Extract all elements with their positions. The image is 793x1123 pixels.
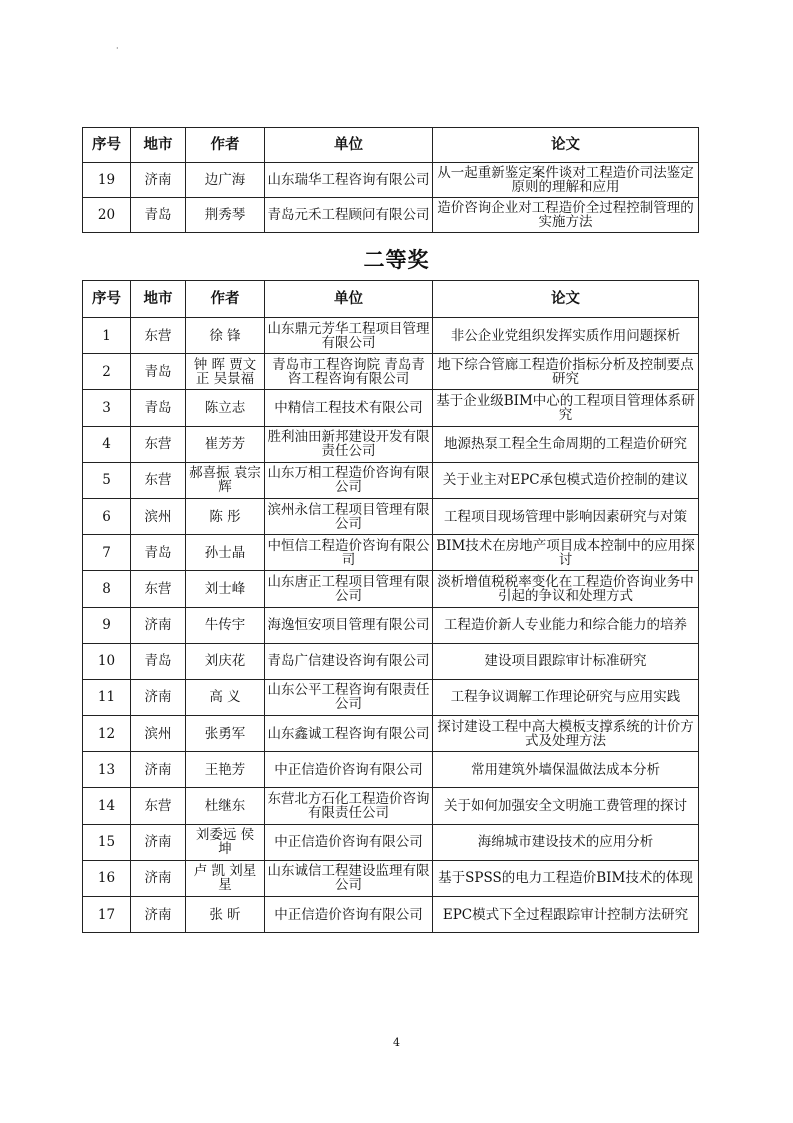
cell-paper: 建设项目跟踪审计标准研究 (433, 643, 699, 679)
cell-no: 1 (83, 318, 131, 354)
cell-paper: 造价咨询企业对工程造价全过程控制管理的实施方法 (433, 198, 699, 233)
cell-no: 13 (83, 752, 131, 788)
table-row (83, 824, 699, 860)
cell-paper: 关于业主对EPC承包模式造价控制的建议 (433, 462, 699, 498)
cell-no: 20 (83, 198, 131, 233)
section-title: 二等奖 (363, 248, 430, 272)
cell-no: 12 (83, 716, 131, 752)
cell-city: 东营 (131, 571, 186, 607)
cell-city: 东营 (131, 426, 186, 462)
cell-no: 11 (83, 679, 131, 715)
header-no: 序号 (83, 281, 131, 318)
cell-city: 东营 (131, 788, 186, 824)
cell-unit: 山东瑞华工程咨询有限公司 (265, 163, 433, 198)
cell-unit: 中精信工程技术有限公司 (265, 390, 433, 426)
table-row (83, 752, 699, 788)
cell-no: 4 (83, 426, 131, 462)
table-row (83, 163, 699, 198)
cell-no: 3 (83, 390, 131, 426)
cell-no: 14 (83, 788, 131, 824)
cell-unit: 山东鑫诚工程咨询有限公司 (265, 716, 433, 752)
cell-city: 青岛 (131, 354, 186, 390)
cell-unit: 海逸恒安项目管理有限公司 (265, 607, 433, 643)
cell-no: 6 (83, 498, 131, 534)
cell-city: 滨州 (131, 716, 186, 752)
cell-unit: 中正信造价咨询有限公司 (265, 752, 433, 788)
cell-author: 刘庆花 (186, 643, 265, 679)
table-row (83, 643, 699, 679)
cell-paper: 海绵城市建设技术的应用分析 (433, 824, 699, 860)
cell-paper: 地源热泵工程全生命周期的工程造价研究 (433, 426, 699, 462)
header-city: 地市 (131, 128, 186, 163)
cell-author: 徐 锋 (186, 318, 265, 354)
table-header-row (83, 128, 699, 163)
cell-author: 孙士晶 (186, 535, 265, 571)
cell-no: 16 (83, 860, 131, 896)
cell-author: 王艳芳 (186, 752, 265, 788)
cell-author: 崔芳芳 (186, 426, 265, 462)
table-header-row (83, 281, 699, 318)
cell-city: 青岛 (131, 198, 186, 233)
table-row (83, 354, 699, 390)
cell-author: 牛传宇 (186, 607, 265, 643)
cell-author: 荆秀琴 (186, 198, 265, 233)
table-row (83, 462, 699, 498)
cell-city: 济南 (131, 752, 186, 788)
page-number: 4 (393, 1036, 400, 1049)
cell-author: 卢 凯 刘星星 (186, 860, 265, 896)
table-row (83, 860, 699, 896)
table-row (83, 716, 699, 752)
cell-city: 济南 (131, 860, 186, 896)
cell-unit: 滨州永信工程项目管理有限公司 (265, 498, 433, 534)
cell-no: 19 (83, 163, 131, 198)
cell-unit: 胜利油田新邦建设开发有限责任公司 (265, 426, 433, 462)
cell-author: 高 义 (186, 679, 265, 715)
cell-unit: 山东唐正工程项目管理有限公司 (265, 571, 433, 607)
cell-paper: 工程项目现场管理中影响因素研究与对策 (433, 498, 699, 534)
cell-city: 滨州 (131, 498, 186, 534)
cell-paper: 地下综合管廊工程造价指标分析及控制要点研究 (433, 354, 699, 390)
cell-paper: 工程造价新人专业能力和综合能力的培养 (433, 607, 699, 643)
cell-unit: 山东鼎元芳华工程项目管理有限公司 (265, 318, 433, 354)
scan-mark: · (116, 44, 119, 53)
cell-author: 边广海 (186, 163, 265, 198)
cell-no: 10 (83, 643, 131, 679)
table-row (83, 679, 699, 715)
cell-city: 青岛 (131, 643, 186, 679)
award-table-continued (82, 127, 699, 233)
header-author: 作者 (186, 281, 265, 318)
cell-paper: 从一起重新鉴定案件谈对工程造价司法鉴定原则的理解和应用 (433, 163, 699, 198)
cell-no: 2 (83, 354, 131, 390)
cell-author: 郝喜振 袁宗辉 (186, 462, 265, 498)
cell-no: 7 (83, 535, 131, 571)
cell-no: 9 (83, 607, 131, 643)
table-row (83, 198, 699, 233)
table-row (83, 390, 699, 426)
header-author: 作者 (186, 128, 265, 163)
cell-author: 张勇军 (186, 716, 265, 752)
cell-city: 济南 (131, 824, 186, 860)
table-row (83, 535, 699, 571)
cell-paper: 探讨建设工程中高大模板支撑系统的计价方式及处理方法 (433, 716, 699, 752)
table-row (83, 318, 699, 354)
cell-paper: 工程争议调解工作理论研究与应用实践 (433, 679, 699, 715)
cell-author: 刘委远 侯 坤 (186, 824, 265, 860)
cell-unit: 中正信造价咨询有限公司 (265, 897, 433, 933)
cell-city: 青岛 (131, 535, 186, 571)
cell-unit: 青岛市工程咨询院 青岛青咨工程咨询有限公司 (265, 354, 433, 390)
cell-author: 张 昕 (186, 897, 265, 933)
header-no: 序号 (83, 128, 131, 163)
cell-paper: BIM技术在房地产项目成本控制中的应用探讨 (433, 535, 699, 571)
header-unit: 单位 (265, 128, 433, 163)
cell-paper: 淡析增值税税率变化在工程造价咨询业务中引起的争议和处理方式 (433, 571, 699, 607)
cell-unit: 青岛广信建设咨询有限公司 (265, 643, 433, 679)
table-row (83, 498, 699, 534)
cell-unit: 东营北方石化工程造价咨询有限责任公司 (265, 788, 433, 824)
table-row (83, 897, 699, 933)
cell-no: 17 (83, 897, 131, 933)
cell-paper: 非公企业党组织发挥实质作用问题探析 (433, 318, 699, 354)
cell-paper: 关于如何加强安全文明施工费管理的探讨 (433, 788, 699, 824)
cell-city: 济南 (131, 163, 186, 198)
cell-city: 济南 (131, 897, 186, 933)
cell-no: 15 (83, 824, 131, 860)
cell-author: 杜继东 (186, 788, 265, 824)
cell-author: 钟 晖 贾文正 吴景福 (186, 354, 265, 390)
cell-city: 东营 (131, 318, 186, 354)
cell-city: 济南 (131, 607, 186, 643)
cell-paper: 基于企业级BIM中心的工程项目管理体系研究 (433, 390, 699, 426)
header-city: 地市 (131, 281, 186, 318)
cell-city: 青岛 (131, 390, 186, 426)
cell-no: 5 (83, 462, 131, 498)
table-row (83, 788, 699, 824)
cell-city: 东营 (131, 462, 186, 498)
cell-paper: EPC模式下全过程跟踪审计控制方法研究 (433, 897, 699, 933)
cell-unit: 青岛元禾工程顾问有限公司 (265, 198, 433, 233)
table-row (83, 607, 699, 643)
cell-city: 济南 (131, 679, 186, 715)
cell-author: 刘士峰 (186, 571, 265, 607)
cell-unit: 山东万相工程造价咨询有限公司 (265, 462, 433, 498)
cell-paper: 常用建筑外墙保温做法成本分析 (433, 752, 699, 788)
cell-paper: 基于SPSS的电力工程造价BIM技术的体现 (433, 860, 699, 896)
award-table-second-prize (82, 280, 699, 933)
cell-unit: 山东公平工程咨询有限责任公司 (265, 679, 433, 715)
cell-unit: 中恒信工程造价咨询有限公司 (265, 535, 433, 571)
cell-author: 陈 彤 (186, 498, 265, 534)
header-paper: 论文 (433, 281, 699, 318)
table-row (83, 426, 699, 462)
table-row (83, 571, 699, 607)
header-paper: 论文 (433, 128, 699, 163)
cell-unit: 中正信造价咨询有限公司 (265, 824, 433, 860)
header-unit: 单位 (265, 281, 433, 318)
cell-unit: 山东诚信工程建设监理有限公司 (265, 860, 433, 896)
cell-author: 陈立志 (186, 390, 265, 426)
cell-no: 8 (83, 571, 131, 607)
